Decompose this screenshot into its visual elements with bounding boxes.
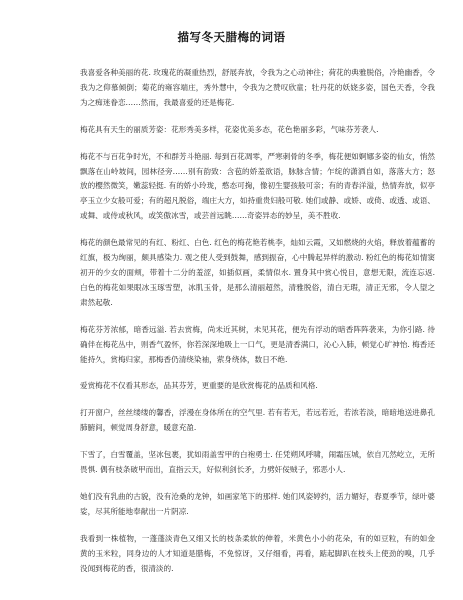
paragraph: 她们没有乳曲的古貌，没有沧桑的龙钟，如画家笔下的那样. 她们风姿婷约，活力媚好，春夏季节，绿叶婆娑，尽其所能地奉献出一片阴凉. bbox=[80, 491, 435, 516]
document-body bbox=[80, 66, 435, 588]
paragraph: 梅花具有天生的丽质芳姿：花形秀美多样，花姿优美多态，花色艳丽多彩，气味芬芳袭人. bbox=[80, 124, 379, 134]
paragraph: 打开窗户，丝丝缕缕的馨香，浮漫在身体所在的空气里. 若有若无，若远若近，若浓若淡，暗暗地送进鼻孔肺腑间，顿觉周身舒意，暖意充盈. bbox=[80, 408, 435, 433]
paragraph: 梅花的颜色最常见的有红、粉红、白色. 红色的梅花艳若桃李，灿如云霞，又如燃烧的火焰，释放着蕴蓄的红旗，极为绚丽，颇具感染力. 观之使人受到鼓舞，感到振奋，心中腾起异样的激动. 粉红色的梅花如情窦初开的少女的面颊，带着十二分的羞涩，如插似画，柔情似水. 置身其中赏心悦目，意想无限，流连忘返. 白色的梅花如果眼冰玉琢雪塑，冰肌玉骨，是那么清丽超然，清雅脱俗，清白无瑕，清正无邪，令人望之肃然起敬. bbox=[80, 238, 435, 307]
paragraph: 梅花不与百花争时光，不和群芳斗艳丽. 每到百花凋零，严寒刺骨的冬季，梅花便如婀娜多姿的仙女，悄然飘落在山岭坡间，园林径旁……别有韵致：含苞的娇羞欲语，脉脉含情；乍绽的潇洒自如，落落大方；怒放的樱然微笑，嫩蕊轻挺. 有的娇小玲珑，憨态可掬，像初生婴孩般可亲；有的青春洋溢，热情奔放，似亭亭玉立少女般可爱；有的超凡脱俗，端庄大方，如持重贵妇般可敬. 她们或静、或娇、或倚、或透、或语、或舞、或侍或秋风，或笑傲冰雪，或芸首远眺……奇姿异态的妙呈，美不胜收. bbox=[80, 151, 435, 221]
paragraph: 下雪了，白雪覆盖，坚冰包裹，犹如雨盖雪甲的白袍勇士. 任凭朔风呼啸，闹霜压城，依自兀然屹立，无所畏惧. 偶有枝条破甲而出，直指云天，好似利剑长矛，力劈奸佞贼子，邪恶小人. bbox=[80, 450, 435, 475]
paragraph: 我喜爱各种美丽的花. 玫瑰花的凝重热烈，舒展奔放，令我为之心动神往；荷花的典雅脱俗，冷艳幽香，令我为之仰慕倾倒；菊花的雍容端庄，秀外慧中，令我为之赞叹欣童；牡丹花的妖娆多姿，国色天香，令我为之痴迷眷恋……然而，我最喜爱的还是梅花. bbox=[80, 68, 435, 107]
document-title: 描写冬天腊梅的词语 bbox=[177, 30, 286, 44]
paragraph: 我看到一株植物，一蓬蓬淡青色又细又长的枝条柔软的伸着，米黄色小小的花朵，有的如豆粒，有的如金黄的玉米粒，同身边的人才知道是腊梅，不免惊讶，又仔细看，再看，踮起脚趴在枝头上使劲的嗅，几乎没闻到梅花的香，很清淡的. bbox=[80, 533, 435, 573]
paragraph: 爱赏梅花不仅看其形态，品其芬芳，更重要的是欣赏梅花的品质和风格. bbox=[80, 381, 318, 391]
paragraph: 梅花芬芳浓郁，暗香远溢. 若去赏梅，尚未近其树，未见其花，便先有浮动的暗香阵阵袭来，为你引路. 待确伴在梅花丛中，则香气盈怀，你若深深地吸上一口气，更是清香满口，沁心入肺，顿觉心旷神怡. 梅香还能持久，赏梅归家，那梅香仍清绕染袖，萦身绕体，数日不绝. bbox=[80, 324, 435, 364]
